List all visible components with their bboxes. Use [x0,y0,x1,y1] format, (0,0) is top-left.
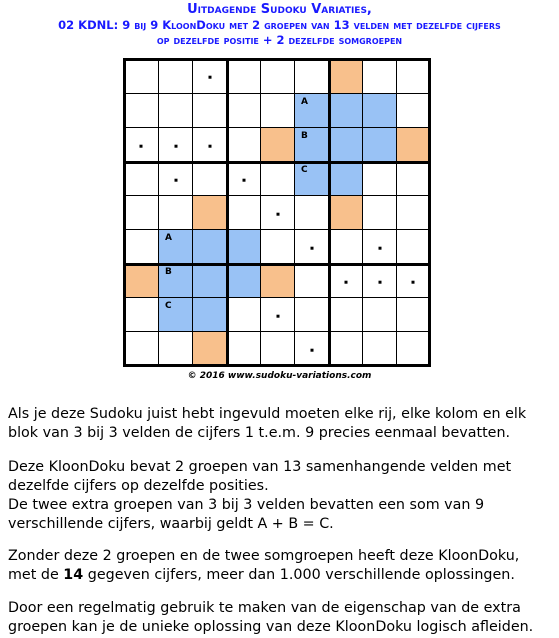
sudoku-cell[interactable] [261,162,295,196]
sudoku-cell[interactable] [193,230,227,264]
sudoku-cell[interactable] [124,128,159,162]
given-digit-dot [242,178,245,181]
sudoku-cell[interactable] [227,128,261,162]
sudoku-cell[interactable] [329,196,363,230]
sudoku-cell[interactable] [329,264,363,298]
sudoku-cell[interactable] [295,196,329,230]
sudoku-cell[interactable] [295,94,329,128]
sudoku-cell[interactable] [397,162,430,196]
grid-border [123,58,431,61]
sudoku-cell[interactable] [261,332,295,366]
given-digit-dot [208,144,211,147]
sudoku-cell[interactable] [124,196,159,230]
sudoku-cell[interactable] [159,94,193,128]
sudoku-cell[interactable] [295,264,329,298]
given-count: 14 [63,567,84,583]
sudoku-cell[interactable] [295,59,329,94]
sudoku-cell[interactable] [227,298,261,332]
sudoku-cell[interactable] [295,298,329,332]
grid-border [123,58,126,367]
copyright-notice: © 2016 www.sudoku-variations.com [187,371,372,381]
sudoku-cell[interactable] [329,59,363,94]
text-line: blok van 3 bij 3 velden de cijfers 1 t.e.m. 9 precies eenmaal bevatten. [8,425,511,441]
sudoku-cell[interactable] [227,230,261,264]
sudoku-cell[interactable] [227,264,261,298]
sudoku-cell[interactable] [295,332,329,366]
sudoku-cell[interactable] [261,94,295,128]
sudoku-cell[interactable] [159,298,193,332]
given-digit-dot [174,144,177,147]
sudoku-cell[interactable] [124,264,159,298]
text-line: Door een regelmatig gebruik te maken van de eigenschap van de extra [8,600,521,616]
cell-label: B [165,267,172,277]
sudoku-cell[interactable] [295,162,329,196]
sudoku-cell[interactable] [159,264,193,298]
sudoku-cell[interactable] [193,332,227,366]
sudoku-cell[interactable] [124,332,159,366]
sudoku-cell[interactable] [227,332,261,366]
sudoku-cell[interactable] [329,128,363,162]
sudoku-cell[interactable] [363,264,397,298]
sudoku-cell[interactable] [295,230,329,264]
sudoku-cell[interactable] [227,162,261,196]
sudoku-cell[interactable] [363,230,397,264]
sudoku-cell[interactable] [193,264,227,298]
text-fragment: met de [8,567,64,583]
cell-label: C [301,165,308,175]
sudoku-cell[interactable] [193,128,227,162]
solutions-paragraph [8,547,553,585]
cell-label: C [165,301,172,311]
given-digit-dot [310,246,313,249]
given-digit-dot [310,348,313,351]
cell-label: A [301,97,308,107]
sudoku-cell[interactable] [363,128,397,162]
text-line: De twee extra groepen van 3 bij 3 velden bevatten een som van 9 [8,497,485,513]
text-fragment: gegeven cijfers, meer dan 1.000 verschillende oplossingen. [83,567,515,583]
page-title: Uitdagende Sudoku Variaties, [187,2,372,17]
sudoku-cell[interactable] [261,196,295,230]
cell-label: B [301,131,308,141]
sudoku-grid [124,59,430,366]
sudoku-cell[interactable] [227,94,261,128]
given-digit-dot [276,212,279,215]
sudoku-cell[interactable] [124,230,159,264]
sudoku-cell[interactable] [397,128,430,162]
rules-paragraph [8,405,553,443]
sudoku-cell[interactable] [397,264,430,298]
sudoku-cell[interactable] [397,196,430,230]
sudoku-cell[interactable] [261,298,295,332]
sudoku-cell[interactable] [329,332,363,366]
sudoku-cell[interactable] [159,59,193,94]
sudoku-cell[interactable] [193,162,227,196]
grid-border [123,364,431,367]
text-line: Als je deze Sudoku juist hebt ingevuld moeten elke rij, elke kolom en elk [8,406,527,422]
sudoku-cell[interactable] [159,196,193,230]
given-digit-dot [174,178,177,181]
sudoku-cell[interactable] [124,162,159,196]
clone-description-paragraph [8,458,553,534]
sudoku-cell[interactable] [261,264,295,298]
box-divider [124,263,430,266]
sudoku-cell[interactable] [295,128,329,162]
sudoku-cell[interactable] [124,298,159,332]
given-digit-dot [412,280,415,283]
sudoku-cell[interactable] [227,196,261,230]
sudoku-cell[interactable] [261,128,295,162]
text-line [8,566,553,585]
sudoku-cell[interactable] [159,128,193,162]
sudoku-cell[interactable] [397,332,430,366]
text-line: Zonder deze 2 groepen en de twee somgroepen heeft deze KloonDoku, [8,548,520,564]
sudoku-cell[interactable] [159,162,193,196]
sudoku-cell[interactable] [227,59,261,94]
sudoku-cell[interactable] [329,298,363,332]
sudoku-cell[interactable] [363,94,397,128]
sudoku-cell[interactable] [363,162,397,196]
cell-label: A [165,233,172,243]
sudoku-cell[interactable] [329,230,363,264]
sudoku-cell[interactable] [159,332,193,366]
sudoku-cell[interactable] [329,162,363,196]
text-line: groepen kan je de unieke oplossing van deze KloonDoku logisch afleiden. [8,619,534,635]
box-divider [124,161,430,164]
sudoku-cell[interactable] [261,59,295,94]
given-digit-dot [276,314,279,317]
sudoku-cell[interactable] [124,59,159,94]
given-digit-dot [140,144,143,147]
sudoku-cell[interactable] [193,298,227,332]
sudoku-cell[interactable] [397,59,430,94]
puzzle-subtitle-continued: op dezelfde positie + 2 dezelfde somgroepen [156,33,403,47]
sudoku-cell[interactable] [363,196,397,230]
logic-paragraph [8,599,553,637]
sudoku-cell[interactable] [363,59,397,94]
text-line: dezelfde cijfers op dezelfde posities. [8,478,269,494]
text-line: Deze KloonDoku bevat 2 groepen van 13 samenhangende velden met [8,459,512,475]
sudoku-cell[interactable] [363,298,397,332]
sudoku-cell[interactable] [397,230,430,264]
sudoku-cell[interactable] [124,94,159,128]
sudoku-cell[interactable] [261,230,295,264]
given-digit-dot [378,280,381,283]
box-divider [226,59,229,366]
sudoku-cell[interactable] [397,298,430,332]
puzzle-subtitle: 02 KDNL: 9 bij 9 KloonDoku met 2 groepen van 13 velden met dezelfde cijfers [58,18,501,32]
box-divider [328,59,331,366]
sudoku-cell[interactable] [329,94,363,128]
given-digit-dot [208,76,211,79]
given-digit-dot [344,280,347,283]
given-digit-dot [378,246,381,249]
sudoku-cell[interactable] [193,196,227,230]
text-line: verschillende cijfers, waarbij geldt A + B = C. [8,516,334,532]
sudoku-cell[interactable] [397,94,430,128]
sudoku-cell[interactable] [363,332,397,366]
sudoku-cell[interactable] [193,59,227,94]
grid-border [428,58,431,367]
sudoku-cell[interactable] [159,230,193,264]
sudoku-cell[interactable] [193,94,227,128]
